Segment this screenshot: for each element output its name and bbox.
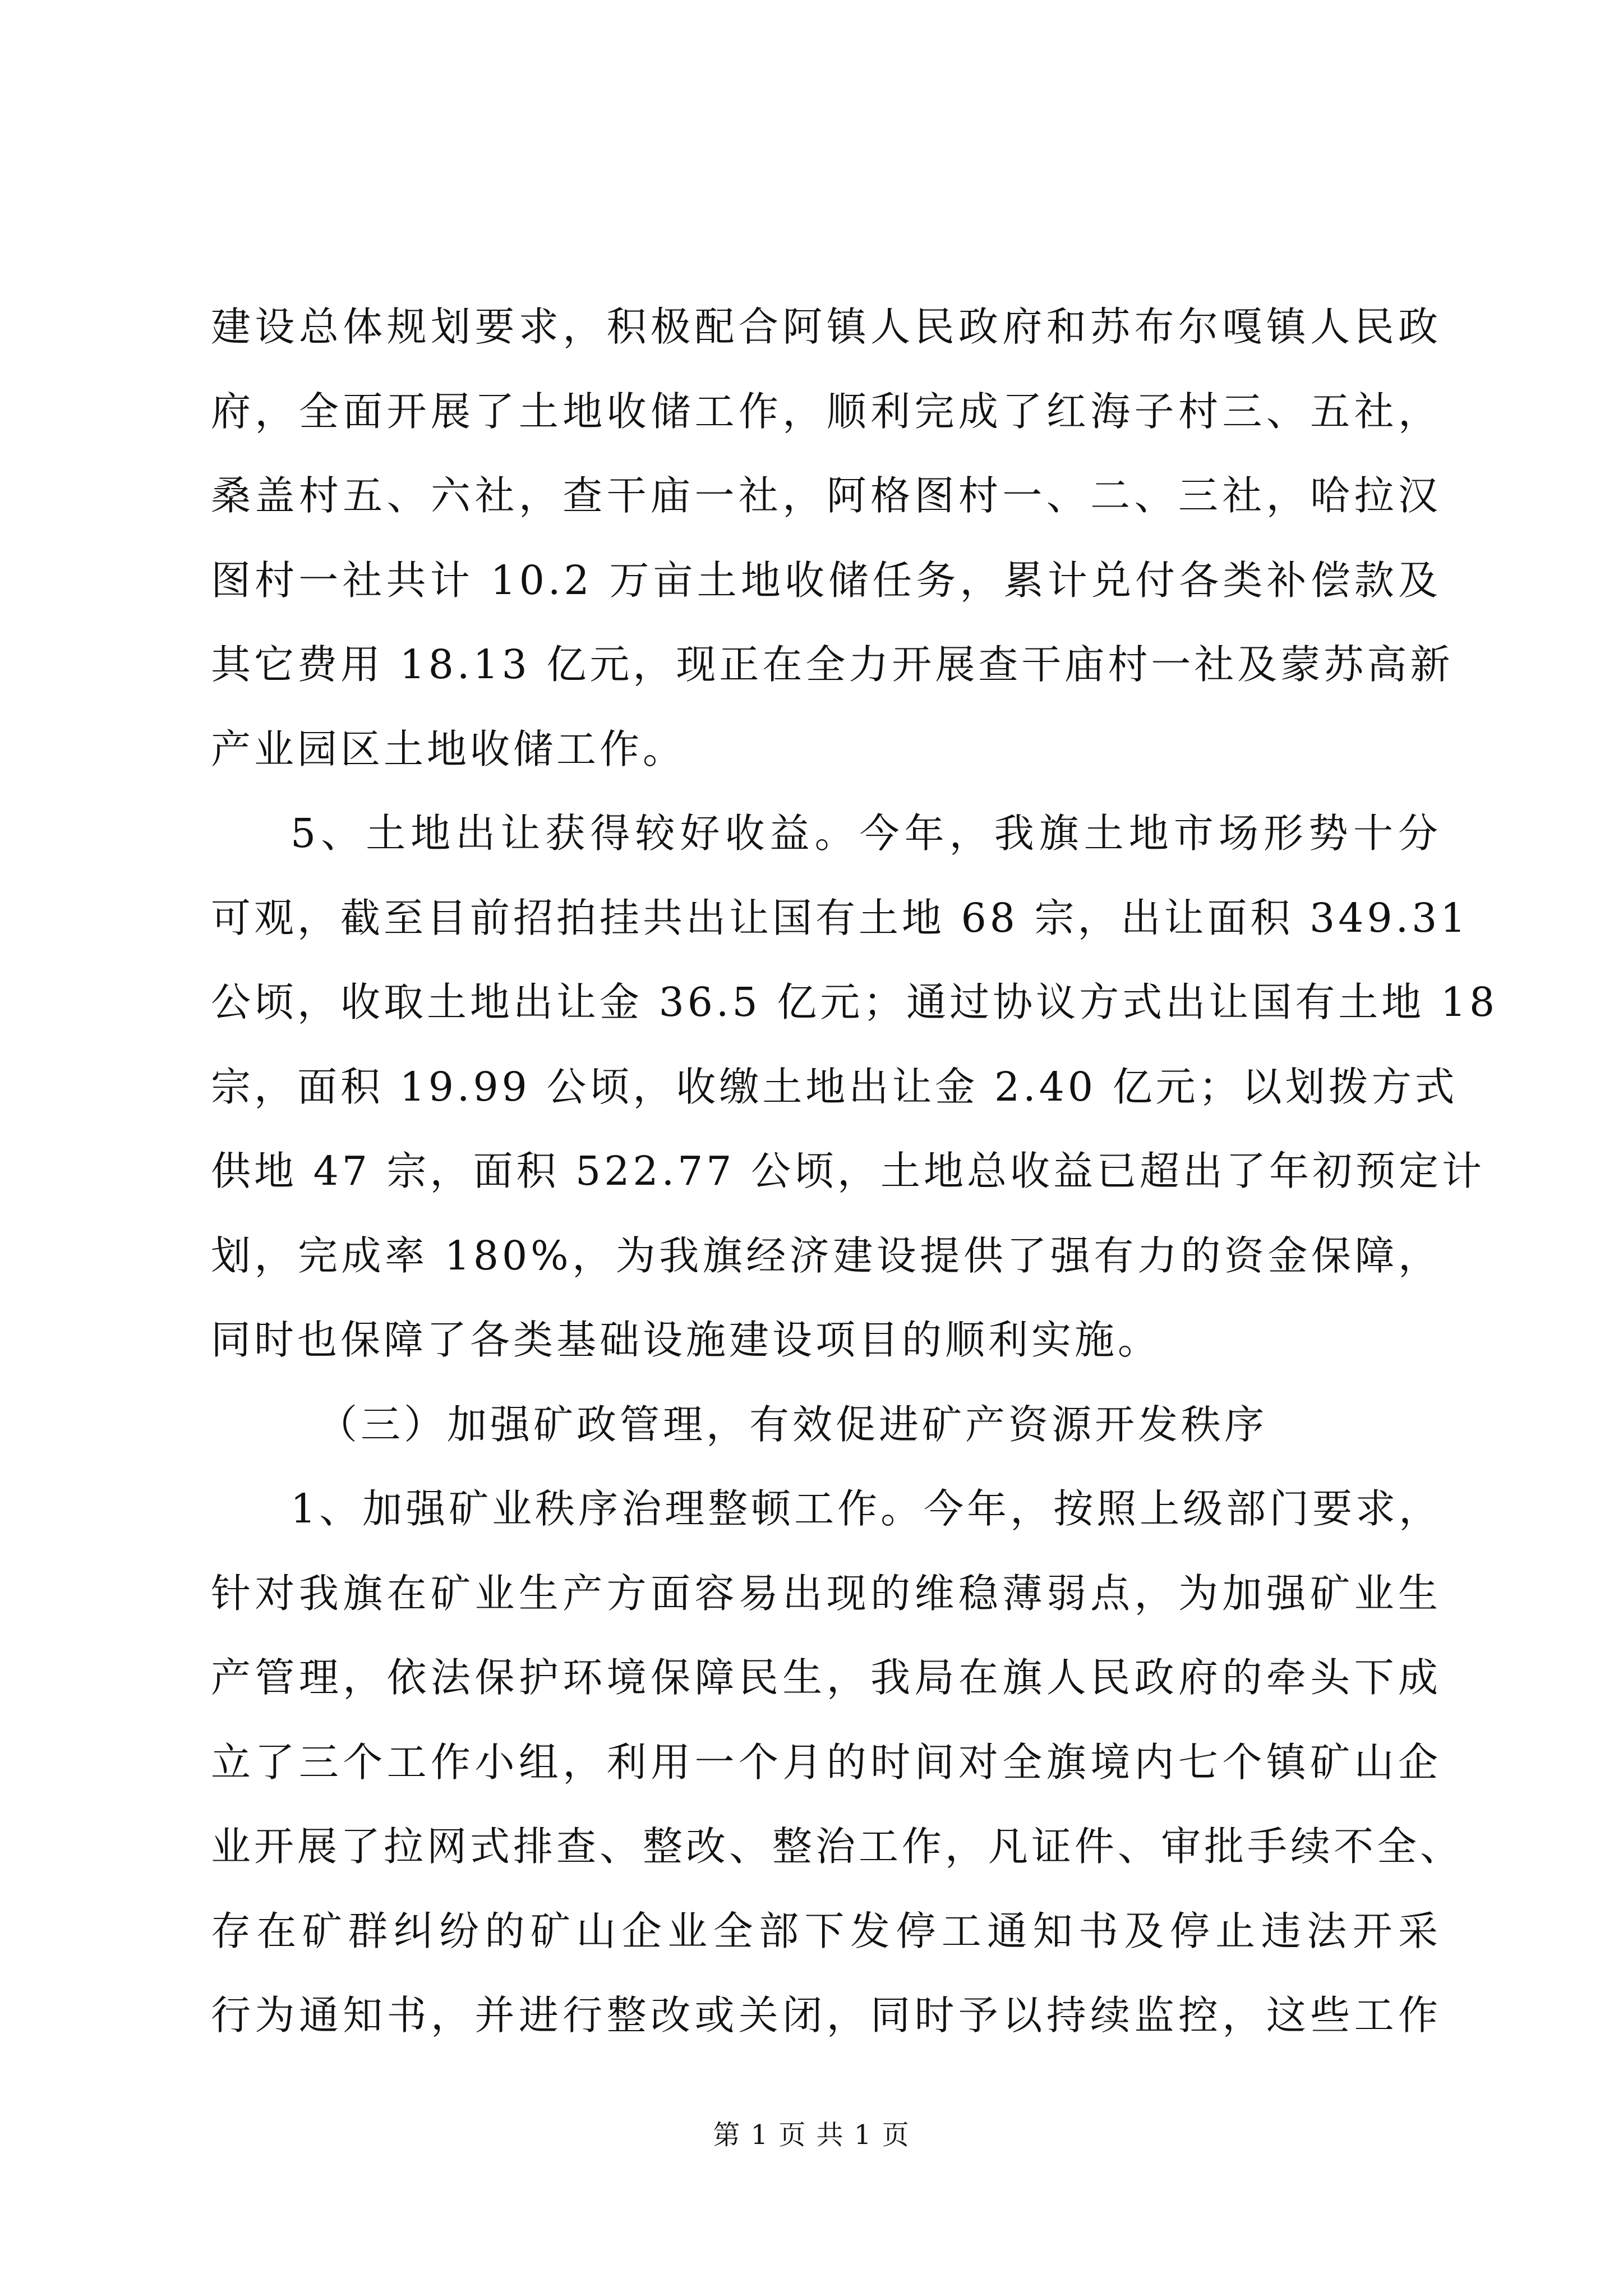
paragraph-line: 府，全面开展了土地收储工作，顺利完成了红海子村三、五社， xyxy=(211,388,1441,435)
paragraph-line: 存在矿群纠纷的矿山企业全部下发停工通知书及停止违法开采 xyxy=(211,1907,1441,1954)
document-body xyxy=(211,285,1498,2058)
paragraph-line: 宗，面积 19.99 公顷，收缴土地出让金 2.40 亿元；以划拨方式 xyxy=(211,1063,1458,1110)
paragraph-line: 建设总体规划要求，积极配合阿镇人民政府和苏布尔嘎镇人民政 xyxy=(211,303,1441,350)
paragraph-line: 其它费用 18.13 亿元，现正在全力开展查干庙村一社及蒙苏高新 xyxy=(211,641,1454,688)
paragraph-line: 可观，截至目前招拍挂共出让国有土地 68 宗，出让面积 349.31 xyxy=(211,894,1469,941)
paragraph-line: 1、加强矿业秩序治理整顿工作。今年，按照上级部门要求， xyxy=(291,1485,1442,1532)
paragraph-line: 公顷，收取土地出让金 36.5 亿元；通过协议方式出让国有土地 18 xyxy=(211,979,1498,1025)
paragraph-line: 供地 47 宗，面积 522.77 公顷，土地总收益已超出了年初预定计 xyxy=(211,1148,1486,1194)
paragraph-line: 行为通知书，并进行整改或关闭，同时予以持续监控，这些工作 xyxy=(211,1992,1441,2039)
paragraph-line: 针对我旗在矿业生产方面容易出现的维稳薄弱点，为加强矿业生 xyxy=(211,1570,1441,1617)
paragraph-line: 同时也保障了各类基础设施建设项目的顺利实施。 xyxy=(211,1317,1161,1363)
section-heading: （三）加强矿政管理，有效促进矿产资源开发秩序 xyxy=(317,1401,1268,1448)
page-footer: 第 1 页 共 1 页 xyxy=(713,2119,910,2151)
paragraph-line: 业开展了拉网式排查、整改、整治工作，凡证件、审批手续不全、 xyxy=(211,1823,1464,1870)
paragraph-line: 5、土地出让获得较好收益。今年，我旗土地市场形势十分 xyxy=(291,810,1441,857)
paragraph-line: 划，完成率 180%，为我旗经济建设提供了强有力的资金保障， xyxy=(211,1232,1441,1279)
paragraph-line: 立了三个工作小组，利用一个月的时间对全旗境内七个镇矿山企 xyxy=(211,1738,1441,1786)
paragraph-line: 图村一社共计 10.2 万亩土地收储任务，累计兑付各类补偿款及 xyxy=(211,556,1441,604)
paragraph-line: 产业园区土地收储工作。 xyxy=(211,725,686,772)
paragraph-line: 桑盖村五、六社，查干庙一社，阿格图村一、二、三社，哈拉汉 xyxy=(211,472,1441,519)
paragraph-line: 产管理，依法保护环境保障民生，我局在旗人民政府的牵头下成 xyxy=(211,1654,1441,1701)
